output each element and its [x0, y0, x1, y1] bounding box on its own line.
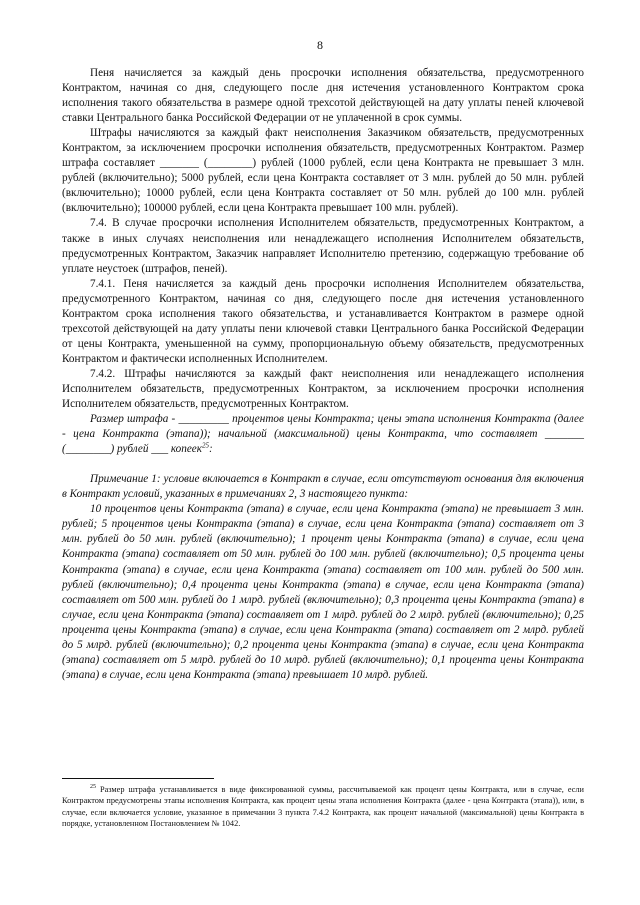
paragraph-penalty-customer: Пеня начисляется за каждый день просрочки исполнения обязательства, предусмотренного Контрактом, начиная со дня, следующего после дня истечения установленного Контрактом срока исполнения такого обязательства в размере одной трехсотой действующей на дату уплаты пеней ключевой ставки Центрального банка Российской Федерации от не уплаченной в срок суммы. [62, 67, 584, 125]
paragraph-7-4-2: 7.4.2. Штрафы начисляются за каждый факт неисполнения или ненадлежащего исполнения Исполнителем обязательств, предусмотренных Контрактом, за исключением просрочки исполнения Исполнителем обязательств, предусмотренных Контрактом. [62, 367, 584, 411]
page-number: 8 [317, 38, 323, 52]
document-body [62, 66, 584, 683]
footnote-reference[interactable]: 25 [202, 441, 210, 450]
fine-size-tail: : [209, 443, 213, 456]
note-title: Примечание 1: условие включается в Контракт в случае, если отсутствуют основания для включения в Контракт условий, указанных в примечаниях 2, 3 настоящего пункта: [62, 473, 584, 501]
footnote-separator [62, 778, 214, 779]
footnote-number: 25 [90, 784, 96, 791]
footnote [62, 784, 584, 830]
paragraph-7-4: 7.4. В случае просрочки исполнения Исполнителем обязательств, предусмотренных Контрактом, а также в иных случаях неисполнения или ненадлежащего исполнения Исполнителем обязательств, предусмотренных Контрактом, Заказчик направляет Исполнителю претензию, содержащую требование об уплате неустоек (штрафов, пеней). [62, 217, 584, 275]
paragraph-7-4-1: 7.4.1. Пеня начисляется за каждый день просрочки исполнения Исполнителем обязательства, предусмотренного Контрактом, начиная со дня, следующего после дня истечения установленного Контрактом срока исполнения такого обязательства, и устанавливается Контрактом в размере одной трехсотой действующей на дату уплаты пени ключевой ставки Центрального банка Российской Федерации от цены Контракта, уменьшенной на сумму, пропорциональную объему обязательств, предусмотренных Контрактом и фактически исполненных Исполнителем. [62, 277, 584, 365]
footnote-text: Размер штрафа устанавливается в виде фиксированной суммы, рассчитываемой как процент цены Контракта, или в случае, если Контрактом предусмотрены этапы исполнения Контракта, как процент цены этапа исполнения Контракта (далее - цена Контракта (этапа)), или, в случае, если включается условие, указанное в примечании 3 пункта 7.4.2 Контракта, как процент начальной (максимальной) цены Контракта в порядке, установленном Постановлением № 1042. [62, 785, 584, 829]
paragraph-fines-customer: Штрафы начисляются за каждый факт неисполнения Заказчиком обязательств, предусмотренных Контрактом, за исключением просрочки исполнения обязательств, предусмотренных Контрактом. Размер штрафа составляет _______ (________) рублей (1000 рублей, если цена Контракта не превышает 3 млн. рублей (включительно); 5000 рублей, если цена Контракта составляет от 3 млн. рублей до 50 млн. рублей (включительно); 10000 рублей, если цена Контракта составляет от 50 млн. рублей до 100 млн. рублей (включительно); 100000 рублей, если цена Контракта превышает 100 млн. рублей). [62, 127, 584, 215]
fine-size-text: Размер штрафа - _________ процентов цены Контракта; цены этапа исполнения Контракта (далее - цена Контракта (этапа)); начальной (максимальной) цены Контракта, что составляет _______ (________) рублей ___ копеек [62, 413, 584, 456]
paragraph-fine-size [62, 412, 584, 457]
footnote-25 [62, 784, 584, 830]
note-body: 10 процентов цены Контракта (этапа) в случае, если цена Контракта (этапа) не превышает 3 млн. рублей; 5 процентов цены Контракта (этапа) в случае, если цена Контракта (этапа) составляет от 3 млн. рублей до 50 млн. рублей (включительно); 1 процент цены Контракта (этапа) в случае, если цена Контракта (этапа) составляет от 50 млн. рублей до 100 млн. рублей (включительно); 0,5 процента цены Контракта (этапа) в случае, если цена Контракта (этапа) составляет от 100 млн. рублей до 500 млн. рублей (включительно); 0,4 процента цены Контракта (этапа) в случае, если цена Контракта (этапа) составляет от 500 млн. рублей до 1 млрд. рублей (включительно); 0,3 процента цены Контракта (этапа) в случае, если цена Контракта (этапа) составляет от 1 млрд. рублей до 2 млрд. рублей (включительно); 0,25 процента цены Контракта (этапа) в случае, если цена Контракта (этапа) составляет от 2 млрд. рублей до 5 млрд. рублей (включительно); 0,2 процента цены Контракта (этапа) в случае, если цена Контракта (этапа) составляет от 5 млрд. рублей до 10 млрд. рублей (включительно); 0,1 процента цены Контракта (этапа) в случае, если цена Контракта (этапа) превышает 10 млрд. рублей. [62, 503, 584, 681]
